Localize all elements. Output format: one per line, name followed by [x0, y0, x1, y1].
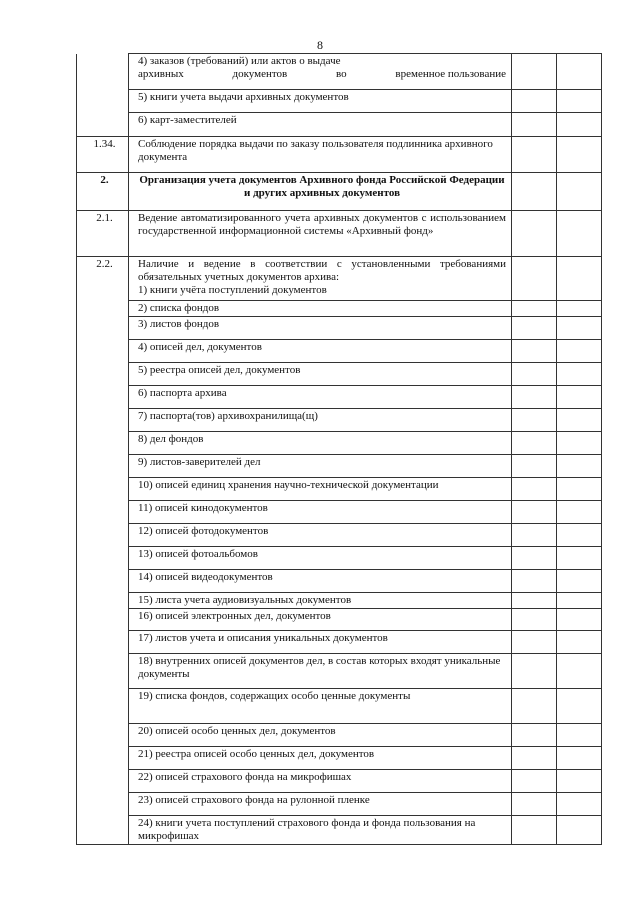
- item-cell: 16) описей электронных дел, документов: [129, 609, 512, 631]
- item-text: 4) заказов (требований) или актов о выдаче: [138, 55, 341, 67]
- table-row: [77, 432, 602, 455]
- mark-cell: [512, 54, 557, 90]
- number-cell: [77, 432, 129, 455]
- note-cell: [557, 793, 602, 816]
- mark-cell: [512, 770, 557, 793]
- note-cell: [557, 363, 602, 386]
- mark-cell: [512, 524, 557, 547]
- number-cell: [77, 747, 129, 770]
- item-cell: 23) описей страхового фонда на рулонной пленке: [129, 793, 512, 816]
- number-cell: [77, 593, 129, 609]
- table-row: [77, 770, 602, 793]
- number-cell: [77, 386, 129, 409]
- table-row: [77, 301, 602, 317]
- item-cell: Соблюдение порядка выдачи по заказу пользователя подлинника архивного документа: [129, 137, 512, 173]
- item-cell: 21) реестра описей особо ценных дел, документов: [129, 747, 512, 770]
- number-cell: [77, 724, 129, 747]
- note-cell: [557, 816, 602, 845]
- mark-cell: [512, 211, 557, 257]
- note-cell: [557, 501, 602, 524]
- note-cell: [557, 113, 602, 137]
- number-cell: [77, 455, 129, 478]
- mark-cell: [512, 501, 557, 524]
- item-cell: 6) карт-заместителей: [129, 113, 512, 137]
- item-cell: [129, 257, 512, 301]
- note-cell: [557, 593, 602, 609]
- item-cell: 2) списка фондов: [129, 301, 512, 317]
- note-cell: [557, 137, 602, 173]
- note-cell: [557, 211, 602, 257]
- table-row: [77, 724, 602, 747]
- number-cell: [77, 547, 129, 570]
- number-cell: [77, 317, 129, 340]
- table-row: [77, 455, 602, 478]
- number-cell: [77, 90, 129, 113]
- item-cell: 15) листа учета аудиовизуальных документов: [129, 593, 512, 609]
- item-cell: 19) списка фондов, содержащих особо ценные документы: [129, 689, 512, 724]
- table-row: [77, 257, 602, 301]
- table-row: [77, 524, 602, 547]
- mark-cell: [512, 593, 557, 609]
- table-row: [77, 816, 602, 845]
- table-row: [77, 689, 602, 724]
- number-cell: [77, 340, 129, 363]
- item-intro: Наличие и ведение в соответствии с установленными требованиями обязательных учетных документов архива:: [138, 258, 506, 283]
- table-row: [77, 317, 602, 340]
- note-cell: [557, 340, 602, 363]
- note-cell: [557, 409, 602, 432]
- item-cell: 24) книги учета поступлений страхового фонда и фонда пользования на микрофишах: [129, 816, 512, 845]
- item-cell: 22) описей страхового фонда на микрофишах: [129, 770, 512, 793]
- item-cell: 9) листов-заверителей дел: [129, 455, 512, 478]
- section-number: 2.: [77, 173, 129, 211]
- item-cell: 6) паспорта архива: [129, 386, 512, 409]
- table-row: [77, 478, 602, 501]
- mark-cell: [512, 455, 557, 478]
- table-row: [77, 211, 602, 257]
- mark-cell: [512, 432, 557, 455]
- item-cell: 18) внутренних описей документов дел, в состав которых входят уникальные документы: [129, 654, 512, 689]
- mark-cell: [512, 547, 557, 570]
- note-cell: [557, 689, 602, 724]
- item-cell: 12) описей фотодокументов: [129, 524, 512, 547]
- note-cell: [557, 173, 602, 211]
- note-cell: [557, 724, 602, 747]
- item-cell: 20) описей особо ценных дел, документов: [129, 724, 512, 747]
- item-cell: 3) листов фондов: [129, 317, 512, 340]
- item-cell: 8) дел фондов: [129, 432, 512, 455]
- item-cell: Ведение автоматизированного учета архивных документов с использованием государственной информационной системы «Архивный фонд»: [129, 211, 512, 257]
- number-cell: [77, 631, 129, 654]
- number-cell: [77, 113, 129, 137]
- item-cell: 4) описей дел, документов: [129, 340, 512, 363]
- mark-cell: [512, 317, 557, 340]
- mark-cell: [512, 340, 557, 363]
- note-cell: [557, 570, 602, 593]
- mark-cell: [512, 301, 557, 317]
- item-text-justified: архивных документов во временное пользование: [138, 68, 506, 80]
- note-cell: [557, 524, 602, 547]
- number-cell: 1.34.: [77, 137, 129, 173]
- number-cell: [77, 363, 129, 386]
- mark-cell: [512, 689, 557, 724]
- mark-cell: [512, 816, 557, 845]
- table-row: [77, 137, 602, 173]
- table-row: [77, 54, 602, 90]
- mark-cell: [512, 363, 557, 386]
- mark-cell: [512, 747, 557, 770]
- note-cell: [557, 317, 602, 340]
- mark-cell: [512, 609, 557, 631]
- mark-cell: [512, 478, 557, 501]
- note-cell: [557, 257, 602, 301]
- mark-cell: [512, 631, 557, 654]
- note-cell: [557, 301, 602, 317]
- note-cell: [557, 654, 602, 689]
- table-row: [77, 501, 602, 524]
- table-row: [77, 386, 602, 409]
- number-cell: [77, 770, 129, 793]
- item-cell: 7) паспорта(тов) архивохранилища(щ): [129, 409, 512, 432]
- table-row: [77, 747, 602, 770]
- number-cell: [77, 570, 129, 593]
- item-cell: 13) описей фотоальбомов: [129, 547, 512, 570]
- note-cell: [557, 547, 602, 570]
- table-row: [77, 340, 602, 363]
- mark-cell: [512, 793, 557, 816]
- item-cell: 14) описей видеодокументов: [129, 570, 512, 593]
- checklist-table: [76, 53, 602, 845]
- page-number: 8: [317, 38, 323, 52]
- section-title: Организация учета документов Архивного фонда Российской Федерации и других архивных документов: [129, 173, 512, 211]
- number-cell: [77, 301, 129, 317]
- number-cell: [77, 501, 129, 524]
- mark-cell: [512, 257, 557, 301]
- number-cell: 2.2.: [77, 257, 129, 301]
- table-row: [77, 409, 602, 432]
- note-cell: [557, 432, 602, 455]
- number-cell: [77, 793, 129, 816]
- table-row: [77, 654, 602, 689]
- item-cell: 11) описей кинодокументов: [129, 501, 512, 524]
- mark-cell: [512, 724, 557, 747]
- number-cell: [77, 524, 129, 547]
- table-row: [77, 593, 602, 609]
- item-cell: 17) листов учета и описания уникальных документов: [129, 631, 512, 654]
- number-cell: [77, 409, 129, 432]
- mark-cell: [512, 90, 557, 113]
- item-cell: [129, 54, 512, 90]
- note-cell: [557, 770, 602, 793]
- table-row: [77, 570, 602, 593]
- note-cell: [557, 478, 602, 501]
- mark-cell: [512, 386, 557, 409]
- note-cell: [557, 386, 602, 409]
- mark-cell: [512, 173, 557, 211]
- item-cell: 5) книги учета выдачи архивных документов: [129, 90, 512, 113]
- table-row: [77, 609, 602, 631]
- number-cell: [77, 689, 129, 724]
- number-cell: [77, 654, 129, 689]
- mark-cell: [512, 137, 557, 173]
- mark-cell: [512, 570, 557, 593]
- table-row: [77, 363, 602, 386]
- number-cell: 2.1.: [77, 211, 129, 257]
- table-row: [77, 90, 602, 113]
- sub-items: [77, 301, 602, 845]
- table-row: [77, 631, 602, 654]
- mark-cell: [512, 113, 557, 137]
- table-row: [77, 547, 602, 570]
- note-cell: [557, 747, 602, 770]
- number-cell: [77, 609, 129, 631]
- item-cell: 5) реестра описей дел, документов: [129, 363, 512, 386]
- number-cell: [77, 54, 129, 90]
- note-cell: [557, 631, 602, 654]
- table-row: [77, 793, 602, 816]
- mark-cell: [512, 409, 557, 432]
- note-cell: [557, 90, 602, 113]
- note-cell: [557, 54, 602, 90]
- table-row: [77, 113, 602, 137]
- item-cell: 10) описей единиц хранения научно-технической документации: [129, 478, 512, 501]
- mark-cell: [512, 654, 557, 689]
- number-cell: [77, 478, 129, 501]
- note-cell: [557, 609, 602, 631]
- item-text: 1) книги учёта поступлений документов: [138, 284, 327, 296]
- section-header-row: [77, 173, 602, 211]
- note-cell: [557, 455, 602, 478]
- number-cell: [77, 816, 129, 845]
